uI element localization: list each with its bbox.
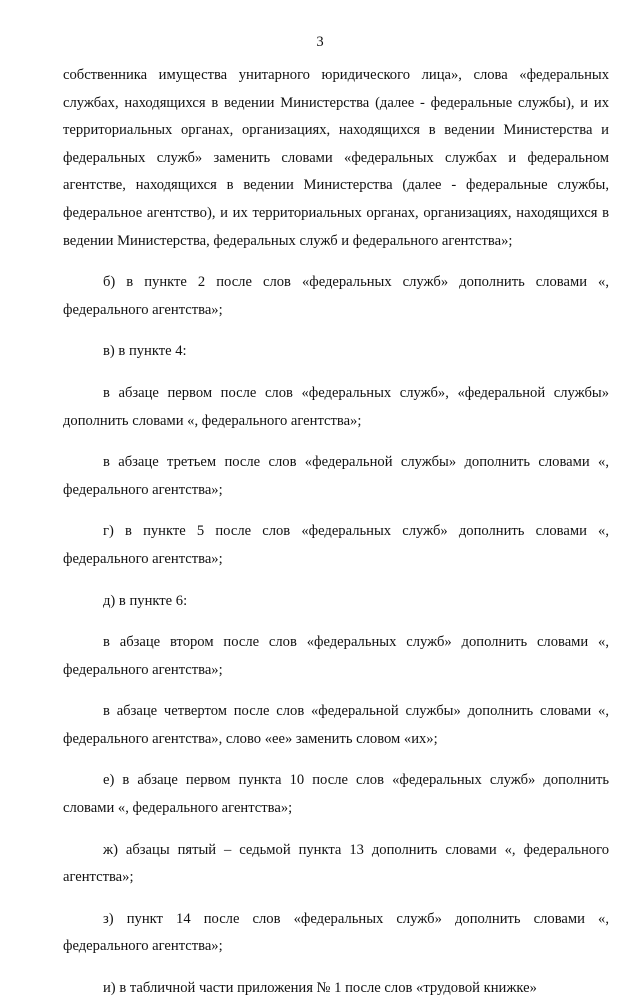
paragraph-item-v: в) в пункте 4: (103, 343, 187, 360)
paragraph-item-d: д) в пункте 6: (103, 592, 188, 609)
page-number: 3 (316, 34, 324, 50)
paragraph-item-g: г) в пункте 5 после слов «федеральных служб» дополнить словами «, федерального агентства»; (63, 523, 609, 567)
paragraph-continuation: собственника имущества унитарного юридического лица», слова «федеральных службах, находящихся в ведении Министерства (далее - федеральные службы), и их территориальных органах, организациях, находящихся в ведении Министерства и федеральных служб» заменить словами «федеральных службах и федеральном агентстве, находящихся в ведении Министерства (далее - федеральные службы, федеральное агентство), и их территориальных органах, организациях, находящихся в ведении Министерства, федеральных служб и федерального агентства»; (63, 67, 609, 249)
paragraph-item-e: е) в абзаце первом пункта 10 после слов «федеральных служб» дополнить словами «, федерального агентства»; (63, 772, 609, 817)
paragraph-item-zh: ж) абзацы пятый – седьмой пункта 13 дополнить словами «, федерального агентства»; (63, 841, 609, 886)
paragraph-item-b: б) в пункте 2 после слов «федеральных служб» дополнить словами «, федерального агентства»; (63, 274, 609, 318)
paragraph-item-i: и) в табличной части приложения № 1 после слов «трудовой книжке» (103, 980, 537, 997)
paragraph-item-v-abzac-3: в абзаце третьем после слов «федеральной службы» дополнить словами «, федерального агентства»; (63, 454, 609, 498)
document-body (63, 62, 609, 1003)
paragraph-item-d-abzac-2: в абзаце втором после слов «федеральных служб» дополнить словами «, федерального агентства»; (63, 634, 609, 678)
paragraph-item-v-abzac-1: в абзаце первом после слов «федеральных служб», «федеральной службы» дополнить словами «, федерального агентства»; (63, 384, 609, 429)
paragraph-item-d-abzac-4: в абзаце четвертом после слов «федеральной службы» дополнить словами «, федерального агентства», слово «ее» заменить словом «их»; (63, 703, 609, 747)
paragraph-item-z: з) пункт 14 после слов «федеральных служб» дополнить словами «, федерального агентства»; (63, 910, 609, 955)
